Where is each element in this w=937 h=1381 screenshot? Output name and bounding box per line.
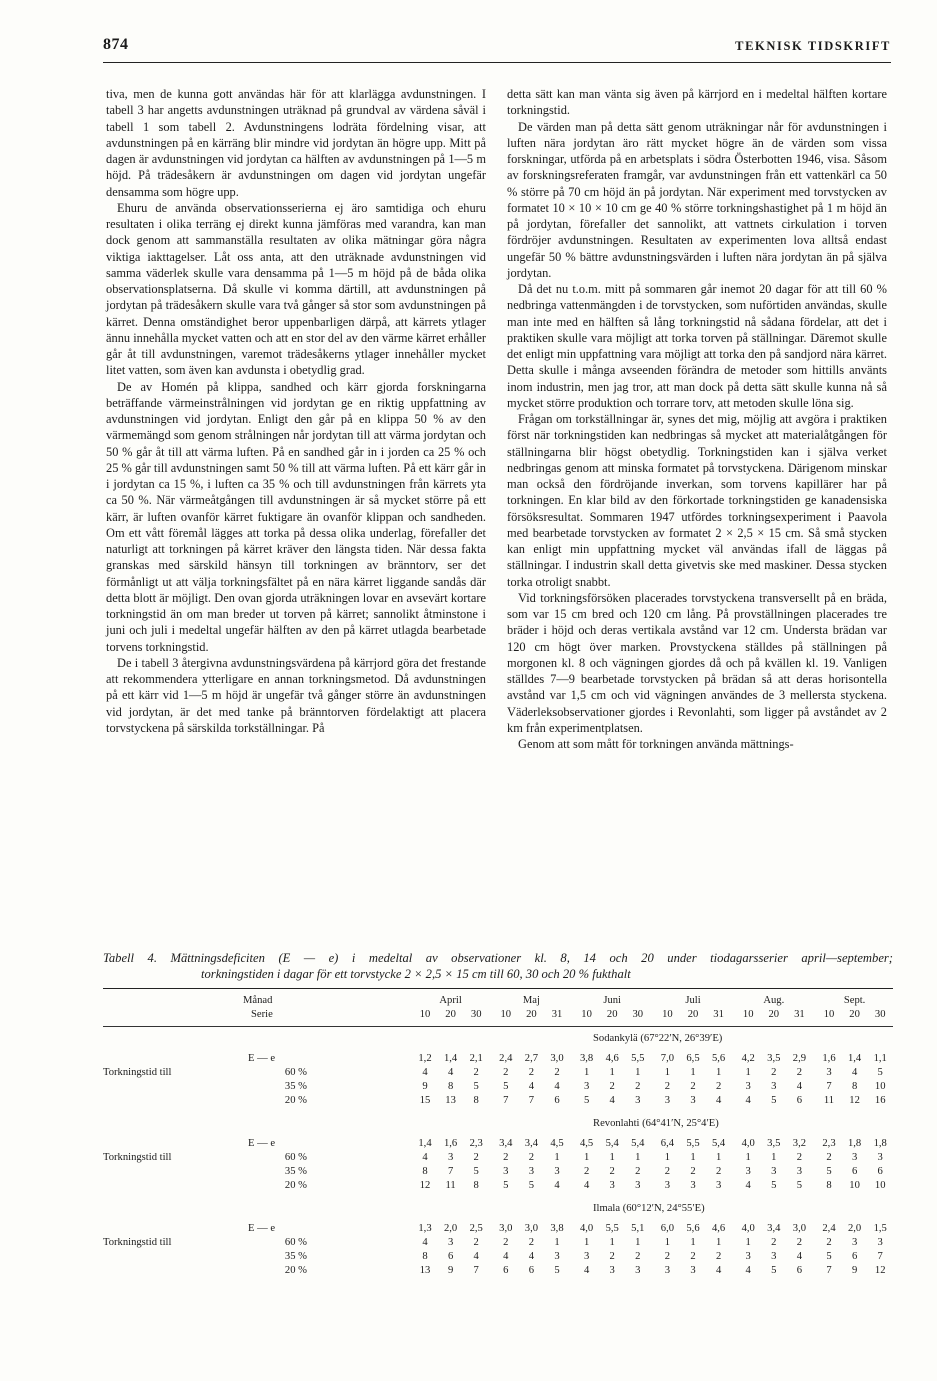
row-label-35: 35 % [284, 1251, 307, 1262]
drying-time-35: 2 [690, 1081, 696, 1092]
drying-time-35: 2 [635, 1251, 641, 1262]
drying-time-60: 1 [745, 1237, 751, 1248]
drying-time-20: 8 [826, 1180, 832, 1191]
drying-time-60: 1 [583, 1067, 590, 1078]
drying-time-20: 3 [690, 1180, 696, 1191]
paragraph: De värden man på detta sätt genom uträkningar når för avdunstningen i luften nära jordytan äro rätt mycket högre än de värden som vissa forskningar, utförda på en arbetsplats i södra Österbotten 1946, visa. Såsom av forskningsreferaten framgår, var avdunstningen från ett vattenkärl ca 50 % större på 70 cm höjd än på jordytan. När experiment med torvstycken av formatet 10 × 10 × 10 cm ge 40 % större torkningshastighet på 1 m höjd än på jordytan, förefaller det sannolikt, att vattnets cirkulation i torven fördröjer avdunstningen. Resultaten av experimenten lova alltså endast ungefär 50 % bättre avdunstningsvärden i luften nära jordytan än på själva jordytan. [507, 119, 887, 280]
drying-time-60: 2 [473, 1152, 479, 1163]
row-label-20: 20 % [284, 1265, 307, 1276]
deficit-value: 2,9 [792, 1053, 807, 1064]
drying-time-60: 4 [422, 1152, 428, 1163]
month-header: Juli [685, 995, 701, 1006]
table-caption [103, 950, 893, 982]
drying-time-35: 8 [447, 1081, 454, 1092]
drying-time-20: 5 [771, 1265, 777, 1276]
drying-time-60: 1 [715, 1237, 722, 1248]
deficit-value: 2,7 [524, 1053, 539, 1064]
deficit-value: 5,6 [711, 1053, 726, 1064]
drying-time-35: 2 [609, 1081, 615, 1092]
deficit-value: 6,0 [660, 1223, 675, 1234]
drying-time-60: 1 [664, 1237, 671, 1248]
deficit-value: 3,2 [792, 1138, 807, 1149]
row-label-20: 20 % [284, 1095, 307, 1106]
drying-time-20: 8 [473, 1180, 479, 1191]
drying-time-35: 4 [796, 1251, 803, 1262]
drying-time-60: 4 [447, 1067, 454, 1078]
deficit-value: 6,4 [660, 1138, 675, 1149]
row-label-drying-time: Torkningstid till [103, 1067, 172, 1078]
series-day-header: 31 [551, 1009, 563, 1020]
station-heading: Sodankylä (67°22′N, 26°39′E) [593, 1033, 723, 1044]
deficit-value: 3,4 [524, 1138, 539, 1149]
drying-time-60: 2 [826, 1237, 832, 1248]
drying-time-35: 2 [715, 1081, 722, 1092]
series-day-header: 10 [581, 1009, 592, 1020]
drying-time-35: 4 [554, 1081, 560, 1092]
series-day-header: 20 [445, 1009, 456, 1020]
drying-time-60: 1 [745, 1067, 751, 1078]
drying-time-35: 3 [554, 1166, 560, 1177]
drying-time-20: 3 [664, 1180, 671, 1191]
drying-time-35: 4 [503, 1251, 509, 1262]
drying-time-60: 2 [528, 1237, 535, 1248]
drying-time-20: 10 [849, 1180, 860, 1191]
deficit-value: 2,4 [822, 1223, 836, 1234]
deficit-value: 1,4 [443, 1053, 458, 1064]
deficit-value: 1,5 [873, 1223, 887, 1234]
deficit-value: 3,5 [767, 1138, 781, 1149]
drying-time-60: 4 [422, 1067, 428, 1078]
row-label-drying-time: Torkningstid till [103, 1152, 172, 1163]
drying-time-60: 1 [583, 1152, 590, 1163]
drying-time-60: 2 [771, 1237, 777, 1248]
drying-time-35: 7 [447, 1166, 454, 1177]
series-day-header: 10 [823, 1009, 835, 1020]
drying-time-20: 6 [528, 1265, 535, 1276]
header-month-label: Månad [243, 995, 273, 1006]
drying-time-35: 2 [609, 1166, 615, 1177]
deficit-value: 1,2 [418, 1053, 432, 1064]
drying-time-60: 3 [851, 1237, 858, 1248]
drying-time-35: 3 [554, 1251, 560, 1262]
deficit-value: 3,8 [550, 1223, 564, 1234]
drying-time-20: 3 [715, 1180, 722, 1191]
series-day-header: 20 [768, 1009, 780, 1020]
station-heading: Revonlahti (64°41′N, 25°4′E) [593, 1118, 719, 1129]
row-label-deficit: E — e [248, 1138, 276, 1149]
drying-time-60: 1 [609, 1067, 615, 1078]
drying-time-60: 3 [447, 1237, 454, 1248]
running-header [103, 36, 891, 63]
drying-time-20: 12 [419, 1180, 431, 1191]
series-day-header: 31 [713, 1009, 724, 1020]
deficit-value: 2,1 [469, 1053, 483, 1064]
series-day-header: 10 [419, 1009, 431, 1020]
drying-time-35: 3 [503, 1166, 509, 1177]
drying-time-20: 13 [419, 1265, 431, 1276]
drying-time-20: 6 [503, 1265, 509, 1276]
drying-time-20: 6 [796, 1095, 803, 1106]
deficit-value: 2,0 [443, 1223, 458, 1234]
deficit-value: 3,4 [499, 1138, 513, 1149]
drying-time-60: 1 [771, 1152, 777, 1163]
drying-time-20: 16 [874, 1095, 886, 1106]
drying-time-35: 2 [635, 1166, 641, 1177]
drying-time-60: 1 [609, 1152, 615, 1163]
drying-time-60: 1 [635, 1067, 641, 1078]
drying-time-20: 4 [715, 1095, 722, 1106]
drying-time-35: 3 [745, 1081, 751, 1092]
drying-time-60: 1 [664, 1152, 671, 1163]
table-top-rule [103, 988, 893, 989]
drying-time-35: 2 [664, 1081, 671, 1092]
drying-time-20: 3 [609, 1180, 615, 1191]
drying-time-60: 2 [503, 1237, 509, 1248]
drying-time-60: 5 [877, 1067, 883, 1078]
drying-time-20: 10 [874, 1180, 886, 1191]
drying-time-60: 1 [609, 1237, 615, 1248]
drying-time-35: 3 [583, 1081, 590, 1092]
drying-time-35: 8 [851, 1081, 858, 1092]
drying-time-60: 1 [635, 1152, 641, 1163]
drying-time-35: 4 [528, 1081, 535, 1092]
deficit-value: 1,3 [418, 1223, 432, 1234]
row-label-deficit: E — e [248, 1223, 276, 1234]
header-series-label: Serie [251, 1009, 273, 1020]
deficit-value: 1,4 [847, 1053, 862, 1064]
deficit-value: 5,5 [686, 1138, 700, 1149]
drying-time-20: 5 [528, 1180, 535, 1191]
deficit-value: 4,0 [579, 1223, 594, 1234]
row-label-35: 35 % [284, 1166, 307, 1177]
drying-time-20: 4 [715, 1265, 722, 1276]
deficit-value: 5,6 [686, 1223, 700, 1234]
drying-time-20: 9 [851, 1265, 858, 1276]
drying-time-60: 1 [715, 1067, 722, 1078]
drying-time-35: 3 [745, 1251, 751, 1262]
drying-time-35: 5 [826, 1166, 832, 1177]
drying-time-60: 2 [826, 1152, 832, 1163]
series-day-header: 10 [500, 1009, 512, 1020]
deficit-value: 4,5 [579, 1138, 594, 1149]
deficit-value: 2,3 [822, 1138, 836, 1149]
drying-time-35: 7 [826, 1081, 832, 1092]
deficit-value: 1,6 [822, 1053, 836, 1064]
drying-time-35: 2 [715, 1166, 722, 1177]
drying-time-20: 5 [771, 1180, 777, 1191]
drying-time-35: 8 [422, 1166, 428, 1177]
deficit-value: 3,0 [792, 1223, 807, 1234]
drying-time-35: 6 [851, 1251, 858, 1262]
deficit-value: 7,0 [660, 1053, 675, 1064]
drying-time-35: 8 [422, 1251, 428, 1262]
deficit-value: 4,0 [741, 1138, 755, 1149]
drying-time-60: 2 [554, 1067, 560, 1078]
caption-line: torkningstiden i dagar för ett torvstycke 2 × 2,5 × 15 cm till 60, 30 och 20 % fukthalt [201, 967, 631, 981]
drying-time-20: 3 [635, 1180, 641, 1191]
drying-time-35: 2 [635, 1081, 641, 1092]
drying-time-20: 4 [554, 1180, 560, 1191]
journal-title: TEKNISK TIDSKRIFT [735, 39, 891, 53]
deficit-value: 2,0 [847, 1223, 862, 1234]
drying-time-60: 2 [473, 1067, 479, 1078]
row-label-60: 60 % [284, 1152, 307, 1163]
drying-time-20: 15 [419, 1095, 431, 1106]
station-heading: Ilmala (60°12′N, 24°55′E) [593, 1203, 705, 1214]
deficit-value: 5,4 [631, 1138, 645, 1149]
drying-time-20: 5 [796, 1180, 803, 1191]
deficit-value: 4,6 [605, 1053, 619, 1064]
drying-time-60: 1 [635, 1237, 641, 1248]
drying-time-35: 2 [664, 1166, 671, 1177]
deficit-value: 1,6 [443, 1138, 458, 1149]
paragraph: Då det nu t.o.m. mitt på sommaren går inemot 20 dagar för att till 60 % nedbringa vattenmängden i de torvstycken, som nuförtiden användas, skulle man inte med en hälften så lång torkningstid nå sådana fördelar, att det i praktiken skulle vara möjligt att torka torven på ställningar. Däremot skulle det enligt min uppfattning vara möjligt att torka den på sandjord nära kärret. Detta skulle i många avseenden förändra de metoder som hittills använts inom industrin, men jag tror, att man dock på detta sätt skulle kunna nå så mycket större produktion och torrare torv, att metoden skulle löna sig. [507, 282, 887, 410]
drying-time-20: 3 [664, 1095, 671, 1106]
deficit-value: 6,5 [686, 1053, 700, 1064]
table-header-rule [103, 1026, 893, 1027]
drying-time-20: 3 [635, 1265, 641, 1276]
drying-time-20: 4 [583, 1265, 590, 1276]
drying-time-35: 3 [771, 1166, 777, 1177]
deficit-value: 4,6 [711, 1223, 726, 1234]
drying-time-35: 5 [473, 1166, 479, 1177]
deficit-value: 3,5 [767, 1053, 781, 1064]
drying-time-60: 2 [796, 1152, 803, 1163]
drying-time-20: 4 [745, 1095, 751, 1106]
drying-time-60: 1 [690, 1152, 696, 1163]
drying-time-60: 2 [796, 1237, 803, 1248]
drying-time-20: 3 [690, 1265, 696, 1276]
drying-time-60: 3 [851, 1152, 858, 1163]
drying-time-60: 2 [528, 1152, 535, 1163]
drying-time-35: 5 [503, 1081, 509, 1092]
row-label-20: 20 % [284, 1180, 307, 1191]
drying-time-60: 2 [796, 1067, 803, 1078]
deficit-value: 3,0 [499, 1223, 513, 1234]
series-day-header: 10 [662, 1009, 673, 1020]
drying-time-35: 10 [874, 1081, 886, 1092]
drying-time-20: 5 [554, 1265, 560, 1276]
drying-time-20: 3 [609, 1265, 615, 1276]
drying-time-60: 3 [877, 1237, 883, 1248]
drying-time-35: 3 [771, 1081, 777, 1092]
deficit-value: 5,5 [605, 1223, 619, 1234]
drying-time-35: 9 [422, 1081, 428, 1092]
drying-time-60: 3 [826, 1067, 832, 1078]
drying-time-60: 1 [583, 1237, 590, 1248]
drying-time-35: 5 [826, 1251, 832, 1262]
page-number: 874 [103, 36, 129, 53]
drying-time-35: 2 [690, 1251, 696, 1262]
drying-time-20: 7 [473, 1265, 479, 1276]
drying-time-20: 4 [583, 1180, 590, 1191]
drying-time-35: 2 [583, 1166, 590, 1177]
drying-time-35: 2 [715, 1251, 722, 1262]
row-label-60: 60 % [284, 1237, 307, 1248]
series-day-header: 20 [606, 1009, 618, 1020]
deficit-value: 3,8 [579, 1053, 594, 1064]
drying-time-35: 6 [447, 1251, 454, 1262]
deficit-value: 4,5 [550, 1138, 564, 1149]
drying-time-20: 4 [745, 1180, 751, 1191]
drying-time-20: 6 [796, 1265, 803, 1276]
drying-time-35: 3 [528, 1166, 535, 1177]
drying-time-60: 2 [503, 1152, 509, 1163]
series-day-header: 31 [794, 1009, 805, 1020]
drying-time-20: 4 [745, 1265, 751, 1276]
series-day-header: 20 [526, 1009, 537, 1020]
series-day-header: 30 [470, 1009, 482, 1020]
drying-time-35: 3 [771, 1251, 777, 1262]
month-header: Juni [603, 995, 622, 1006]
drying-time-35: 3 [745, 1166, 751, 1177]
month-header: Sept. [843, 995, 866, 1006]
month-header: April [439, 995, 462, 1006]
series-day-header: 20 [687, 1009, 699, 1020]
deficit-value: 4,0 [741, 1223, 755, 1234]
drying-time-60: 2 [473, 1237, 479, 1248]
drying-time-20: 9 [447, 1265, 454, 1276]
deficit-value: 4,2 [741, 1053, 755, 1064]
right-column [507, 86, 887, 752]
deficit-value: 5,4 [711, 1138, 726, 1149]
drying-time-20: 11 [823, 1095, 835, 1106]
row-label-60: 60 % [284, 1067, 307, 1078]
drying-time-20: 13 [445, 1095, 456, 1106]
deficit-value: 3,4 [767, 1223, 781, 1234]
deficit-value: 1,1 [873, 1053, 887, 1064]
drying-time-35: 4 [528, 1251, 535, 1262]
drying-time-35: 3 [796, 1166, 803, 1177]
deficit-value: 1,4 [418, 1138, 432, 1149]
series-day-header: 30 [632, 1009, 644, 1020]
drying-time-20: 5 [583, 1095, 590, 1106]
deficit-value: 2,3 [469, 1138, 483, 1149]
drying-time-35: 5 [473, 1081, 479, 1092]
drying-time-35: 2 [690, 1166, 696, 1177]
drying-time-60: 4 [422, 1237, 428, 1248]
drying-time-20: 3 [664, 1265, 671, 1276]
drying-time-60: 4 [851, 1067, 858, 1078]
deficit-value: 2,5 [469, 1223, 483, 1234]
paragraph: Vid torkningsförsöken placerades torvstyckena transversellt på en bräda, som var 15 cm bred och 120 cm lång. På provställningen placerades tre bräder i höjd och deras vertikala avstånd var 12 cm. Understa brädan var 120 cm högt över marken. Provstyckena ställdes på ställningen på morgonen kl. 8 och vägningen gjordes då och på kvällen kl. 19. Vanligen ställdes 7—9 bearbetade torvstycken på brädan så att deras horisontella avstånd var 1,5 cm och vid vägningen användes de 3 mellersta styckena. Väderleksobservationer gjordes i Revonlahti, som ligger på avståndet av 2 km från experimentplatsen. [507, 590, 887, 735]
deficit-value: 5,4 [605, 1138, 619, 1149]
drying-time-35: 7 [877, 1251, 883, 1262]
drying-time-60: 1 [745, 1152, 751, 1163]
drying-time-35: 3 [583, 1251, 590, 1262]
drying-time-60: 2 [528, 1067, 535, 1078]
drying-time-60: 1 [554, 1152, 560, 1163]
deficit-value: 5,1 [631, 1223, 645, 1234]
drying-time-35: 4 [796, 1081, 803, 1092]
paragraph: De av Homén på klippa, sandhed och kärr gjorda forskningarna beträffande värmeinstrålningen vid jordytan ge en riktig uppfattning av avdunstningen vid jordytan. Enligt den går på en klippa 50 % av den värmemängd som genom strålningen når jordytan till att värma jordytan och 50 % går åt till att värma luften. På en sandhed går in i jorden ca 25 % och 25 % går till avdunstningen samt 50 % till att värma luften. På ett kärr går in i jordytan ca 15 %, i luften ca 35 % och till avdunstningen från kärrets yta ca 50 %. När värmeåtgången till avdunstningen är så mycket större på ett kärr, är luften ovanför kärret fuktigare än ovanför klippan och sandheden. Om ett vått föremål lägges att torka på dessa olika underlag, förefaller det naturligt att torkningen på kärret kräver den längsta tiden. När dessa fakta granskas med särskild hänsyn till torkningen av bränntorv, ser det förmånligt ut att välja torkningsfältet på en nära kärret liggande sandås där detta blott är möjligt. Den ovan gjorda uträkningen lovar en avsevärt kortare torkningstid än om man breder ut torven på kärret; sannolikt åtminstone i juni och juli i medeltal ungefär hälften av den på kärret utlagda bearbetade torvens torkningstid. [106, 379, 486, 654]
drying-time-20: 5 [503, 1180, 509, 1191]
drying-time-20: 12 [874, 1265, 886, 1276]
drying-time-60: 1 [664, 1067, 671, 1078]
drying-time-60: 3 [447, 1152, 454, 1163]
drying-time-20: 5 [771, 1095, 777, 1106]
drying-time-60: 2 [503, 1067, 509, 1078]
series-day-header: 20 [849, 1009, 860, 1020]
row-label-deficit: E — e [248, 1053, 276, 1064]
drying-time-20: 8 [473, 1095, 479, 1106]
drying-time-20: 3 [635, 1095, 641, 1106]
paragraph: tiva, men de kunna gott användas här för att klarlägga avdunstningen. I tabell 3 har angetts avdunstningen uträknad på grundval av värdena såväl i tabell 1 som tabell 2. Avdunstningens lodräta fördelning visar, att avdunstningen på en kärräng blir mindre vid jordytan än högre upp. Mitt på dagen är avdunstningen vid jordytan ca hälften av avdunstningen på 1—5 m höjd. På trädesåkern är avdunstningen om dagen vid jordytan ungefär densamma som högre upp. [106, 87, 486, 199]
paragraph: detta sätt kan man vänta sig även på kärrjord en i medeltal hälften kortare torkningstid. [507, 87, 887, 118]
drying-time-60: 3 [877, 1152, 883, 1163]
paragraph: Genom att som mått för torkningen använda mättnings- [518, 737, 794, 751]
drying-time-35: 6 [851, 1166, 858, 1177]
drying-time-20: 7 [503, 1095, 509, 1106]
drying-time-60: 2 [771, 1067, 777, 1078]
drying-time-60: 1 [554, 1237, 560, 1248]
series-day-header: 10 [742, 1009, 754, 1020]
deficit-value: 5,5 [631, 1053, 645, 1064]
series-day-header: 30 [874, 1009, 886, 1020]
drying-time-60: 1 [690, 1237, 696, 1248]
drying-time-20: 6 [554, 1095, 560, 1106]
drying-time-20: 3 [690, 1095, 696, 1106]
month-header: Aug. [763, 995, 785, 1006]
drying-time-35: 2 [664, 1251, 671, 1262]
drying-time-35: 2 [609, 1251, 615, 1262]
month-header: Maj [522, 995, 540, 1006]
caption-line: Tabell 4. Mättningsdeficiten (E — e) i medeltal av observationer kl. 8, 14 och 20 under tiodagarsserier april—september; [103, 951, 893, 965]
deficit-value: 2,4 [499, 1053, 513, 1064]
drying-time-20: 7 [826, 1265, 832, 1276]
row-label-drying-time: Torkningstid till [103, 1237, 172, 1248]
left-column [106, 86, 486, 736]
paragraph: Frågan om torkställningar är, synes det mig, möjlig att avgöra i praktiken först när torkningstiden kan nedbringas så mycket att materialåtgången för ställningarna blir högst obetydlig. Torkningstiden kan i själva verket nedbringas genom att minska formatet på torvstyckena. Därigenom minskar man också den fördröjande inverkan, som torvens kapillärer har på torkningen. En klar bild av den förkortade torkningstiden ge kanadensiska försöksresultat. Sommaren 1947 utfördes torkningsexperiment i Paavola med bearbetade torvstycken av formatet 2 × 2,5 × 15 cm. Så små stycken kan enligt min uppfattning mycket väl användas ifall de läggas på ställningar. I industrin skall detta givetvis ske med maskiner. Dessa stycken torka otroligt snabbt. [507, 412, 887, 589]
drying-time-35: 4 [473, 1251, 479, 1262]
drying-time-20: 11 [445, 1180, 456, 1191]
deficit-value: 3,0 [524, 1223, 539, 1234]
drying-time-20: 12 [849, 1095, 860, 1106]
paragraph: De i tabell 3 återgivna avdunstningsvärdena på kärrjord göra det frestande att rekommendera ytterligare en annan torkningsmetod. Då avdunstningen på ett kärr vid 1—5 m höjd är ungefär två gånger större än avdunstningen vid jordytan, är det med tanke på bränntorven fördelaktigt att placera torvstyckena på särskilda torkställningar. På [106, 655, 486, 735]
drying-time-60: 1 [690, 1067, 696, 1078]
paragraph: Ehuru de använda observationsserierna ej äro samtidiga och ehuru resultaten i olika terräng ej direkt kunna jämföras med varandra, kan man dock genom att sammanställa resultaten av olika mätningar göra några viktiga iakttagelser. Låt oss anta, att den uträknade avdunstningen vid samma väderlek skulle vara densamma på 1—5 m höjd på de båda olika observationsplatserna. Då skulle vi komma därtill, att avdunstningen på jordytan på trädesåkern skulle vara två gånger så stor som avdunstningen på kärret. Denna omständighet beror uppenbarligen därpå, att kärrets ytlager ännu innehålla mycket vatten och att en stor del av den värme kärret erhåller går åt till avdunstningen, varemot trädesåkerns ytlager innehåller mycket litet vatten, som även kan avdunsta i obetydlig grad. [106, 200, 486, 378]
drying-time-20: 7 [528, 1095, 535, 1106]
deficit-value: 1,8 [847, 1138, 862, 1149]
deficit-value: 3,0 [550, 1053, 564, 1064]
deficit-value: 1,8 [873, 1138, 887, 1149]
drying-time-60: 1 [715, 1152, 722, 1163]
drying-time-20: 4 [609, 1095, 615, 1106]
row-label-35: 35 % [284, 1081, 307, 1092]
drying-time-35: 6 [877, 1166, 883, 1177]
